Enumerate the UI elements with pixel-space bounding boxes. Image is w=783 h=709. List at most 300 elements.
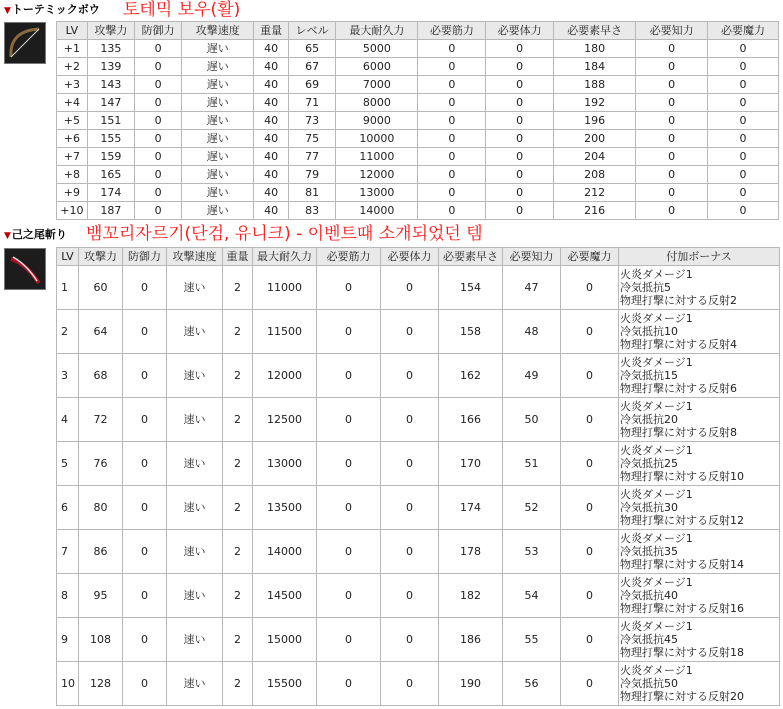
table-header-row (57, 22, 779, 40)
bonus-line: 火炎ダメージ1 (620, 532, 693, 545)
table-cell: 5 (57, 442, 79, 486)
table-cell: 10000 (336, 130, 418, 148)
bonus-line: 火炎ダメージ1 (620, 620, 693, 633)
table-cell: 0 (561, 618, 619, 662)
table-cell: 166 (439, 398, 503, 442)
table-cell: 174 (87, 184, 134, 202)
table-cell: 47 (503, 266, 561, 310)
table-cell: 190 (439, 662, 503, 706)
table-cell: 0 (418, 130, 486, 148)
table-cell: 0 (418, 94, 486, 112)
table-cell: 0 (381, 266, 439, 310)
table-cell: +5 (57, 112, 88, 130)
table-cell: 0 (708, 112, 779, 130)
table-cell: 0 (317, 574, 381, 618)
table-cell: 0 (708, 94, 779, 112)
column-header: 重量 (254, 22, 289, 40)
table-cell: 108 (79, 618, 123, 662)
bonus-line: 物理打撃に対する反射14 (620, 558, 744, 571)
triangle-bullet-icon: ▼ (4, 6, 11, 16)
table-cell: 0 (561, 398, 619, 442)
table-cell: 10 (57, 662, 79, 706)
table-cell: 0 (135, 184, 182, 202)
table-cell: 0 (636, 94, 708, 112)
table-cell: 0 (486, 148, 554, 166)
table-row (57, 574, 780, 618)
table-cell: 162 (439, 354, 503, 398)
table-cell: 0 (317, 398, 381, 442)
table-cell: 2 (57, 310, 79, 354)
table-cell: 75 (289, 130, 336, 148)
table-cell: 0 (708, 184, 779, 202)
table-cell: 0 (123, 398, 167, 442)
column-header: LV (57, 22, 88, 40)
table-cell: 154 (439, 266, 503, 310)
table-cell: 64 (79, 310, 123, 354)
table-cell: 216 (554, 202, 636, 220)
table-cell: 0 (135, 148, 182, 166)
table-cell: 60 (79, 266, 123, 310)
table-cell: 178 (439, 530, 503, 574)
table-cell: 0 (418, 40, 486, 58)
table-cell: 143 (87, 76, 134, 94)
table-cell: 4 (57, 398, 79, 442)
table-cell: 40 (254, 130, 289, 148)
bonus-cell (619, 530, 780, 574)
table-cell: 速い (167, 530, 223, 574)
table-cell: 53 (503, 530, 561, 574)
table-cell: 208 (554, 166, 636, 184)
table-cell: 遅い (182, 148, 254, 166)
table-cell: 0 (418, 148, 486, 166)
bonus-cell (619, 662, 780, 706)
bonus-line: 火炎ダメージ1 (620, 664, 693, 677)
table-cell: 72 (79, 398, 123, 442)
table-row (57, 166, 779, 184)
table-cell: 速い (167, 574, 223, 618)
bonus-cell (619, 486, 780, 530)
table-cell: 0 (123, 442, 167, 486)
table-row (57, 530, 780, 574)
table-cell: 155 (87, 130, 134, 148)
column-header: 攻撃力 (87, 22, 134, 40)
table-cell: 0 (561, 310, 619, 354)
dagger-item-icon (4, 248, 46, 290)
bonus-cell (619, 354, 780, 398)
table-cell: 9000 (336, 112, 418, 130)
bonus-line: 冷気抵抗45 (620, 633, 678, 646)
table-cell: 0 (135, 130, 182, 148)
section1-annotation: 토테믹 보우(활) (123, 0, 241, 20)
table-cell: 2 (223, 442, 253, 486)
table-cell: 遅い (182, 184, 254, 202)
table-cell: 0 (135, 94, 182, 112)
bonus-line: 火炎ダメージ1 (620, 400, 693, 413)
table-cell: 0 (381, 442, 439, 486)
bonus-line: 物理打撃に対する反射4 (620, 338, 737, 351)
table-cell: 15000 (253, 618, 317, 662)
table-cell: 0 (708, 202, 779, 220)
column-header: 攻撃速度 (167, 248, 223, 266)
column-header: 防御力 (123, 248, 167, 266)
table-cell: 0 (317, 486, 381, 530)
table-cell: 128 (79, 662, 123, 706)
table-cell: 51 (503, 442, 561, 486)
table-cell: 40 (254, 184, 289, 202)
table-cell: 速い (167, 486, 223, 530)
table-row (57, 112, 779, 130)
table-cell: 40 (254, 58, 289, 76)
column-header: 必要体力 (486, 22, 554, 40)
bonus-line: 火炎ダメージ1 (620, 312, 693, 325)
table-cell: +8 (57, 166, 88, 184)
table-cell: 0 (123, 530, 167, 574)
bonus-line: 物理打撃に対する反射20 (620, 690, 744, 703)
table-cell: 0 (135, 166, 182, 184)
table-cell: 13000 (336, 184, 418, 202)
table-cell: 2 (223, 354, 253, 398)
table-cell: 135 (87, 40, 134, 58)
table-row (57, 94, 779, 112)
table-cell: 40 (254, 94, 289, 112)
table-cell: 55 (503, 618, 561, 662)
bonus-cell (619, 442, 780, 486)
table-cell: 0 (135, 58, 182, 76)
table-cell: 2 (223, 266, 253, 310)
table-cell: 0 (381, 662, 439, 706)
table-cell: 73 (289, 112, 336, 130)
bonus-line: 物理打撃に対する反射12 (620, 514, 744, 527)
table-cell: 0 (418, 58, 486, 76)
table-cell: 2 (223, 618, 253, 662)
table-cell: 0 (123, 310, 167, 354)
bonus-cell (619, 310, 780, 354)
table-cell: 0 (486, 76, 554, 94)
table-cell: 2 (223, 398, 253, 442)
table-cell: 158 (439, 310, 503, 354)
column-header: 必要素早さ (554, 22, 636, 40)
table-cell: 0 (636, 184, 708, 202)
table-cell: 0 (561, 486, 619, 530)
table-cell: 速い (167, 398, 223, 442)
column-header: 攻撃速度 (182, 22, 254, 40)
table-cell: 0 (708, 40, 779, 58)
bonus-line: 冷気抵抗10 (620, 325, 678, 338)
table-cell: 196 (554, 112, 636, 130)
table-cell: +4 (57, 94, 88, 112)
table-row (57, 354, 780, 398)
table-cell: 40 (254, 112, 289, 130)
bonus-line: 物理打撃に対する反射8 (620, 426, 737, 439)
table-cell: 0 (486, 130, 554, 148)
table-cell: 0 (135, 112, 182, 130)
table-cell: 86 (79, 530, 123, 574)
table-cell: 0 (636, 76, 708, 94)
table-cell: 180 (554, 40, 636, 58)
table-cell: +10 (57, 202, 88, 220)
column-header: 必要魔力 (561, 248, 619, 266)
table-cell: 40 (254, 76, 289, 94)
table-cell: 6 (57, 486, 79, 530)
column-header: 必要筋力 (418, 22, 486, 40)
bonus-line: 物理打撃に対する反射10 (620, 470, 744, 483)
table-cell: 2 (223, 574, 253, 618)
table-cell: 0 (561, 442, 619, 486)
table-cell: 0 (135, 202, 182, 220)
table-cell: 186 (439, 618, 503, 662)
bonus-line: 冷気抵抗50 (620, 677, 678, 690)
table-cell: 139 (87, 58, 134, 76)
table-cell: +3 (57, 76, 88, 94)
table-cell: 14500 (253, 574, 317, 618)
table-cell: 遅い (182, 202, 254, 220)
table-cell: +9 (57, 184, 88, 202)
table-cell: 0 (486, 94, 554, 112)
table-cell: 0 (418, 112, 486, 130)
table-cell: 188 (554, 76, 636, 94)
table-cell: 48 (503, 310, 561, 354)
table-cell: 速い (167, 442, 223, 486)
table-cell: 速い (167, 618, 223, 662)
table-cell: +1 (57, 40, 88, 58)
table-cell: 187 (87, 202, 134, 220)
table-cell: 159 (87, 148, 134, 166)
table-cell: 0 (561, 266, 619, 310)
table-cell: 遅い (182, 130, 254, 148)
table-cell: 0 (381, 574, 439, 618)
table-cell: 0 (317, 530, 381, 574)
table-cell: 0 (381, 398, 439, 442)
table-cell: 40 (254, 40, 289, 58)
table-cell: 40 (254, 148, 289, 166)
section1-title: ▼トーテミックボウ (4, 3, 100, 16)
column-header: 攻撃力 (79, 248, 123, 266)
table-row (57, 130, 779, 148)
table-cell: 0 (135, 40, 182, 58)
table-cell: 0 (561, 530, 619, 574)
table-row (57, 40, 779, 58)
table-cell: 204 (554, 148, 636, 166)
table-cell: 14000 (253, 530, 317, 574)
column-header: 必要体力 (381, 248, 439, 266)
column-header: 必要魔力 (708, 22, 779, 40)
table-row (57, 148, 779, 166)
table-row (57, 76, 779, 94)
table-cell: 151 (87, 112, 134, 130)
table-cell: 0 (561, 662, 619, 706)
bonus-cell (619, 398, 780, 442)
table-cell: 0 (135, 76, 182, 94)
table-cell: 2 (223, 530, 253, 574)
table-cell: 0 (486, 184, 554, 202)
table-cell: 77 (289, 148, 336, 166)
column-header: 必要筋力 (317, 248, 381, 266)
table-cell: 71 (289, 94, 336, 112)
table-row (57, 442, 780, 486)
table-cell: 0 (317, 266, 381, 310)
table-cell: 192 (554, 94, 636, 112)
bonus-line: 物理打撃に対する反射16 (620, 602, 744, 615)
section2-title: ▼己之尾斬り (4, 228, 67, 241)
table-cell: 速い (167, 266, 223, 310)
table-row (57, 266, 780, 310)
table-cell: 0 (418, 184, 486, 202)
bonus-line: 火炎ダメージ1 (620, 576, 693, 589)
column-header: 最大耐久力 (336, 22, 418, 40)
table-cell: 0 (381, 530, 439, 574)
bonus-cell (619, 266, 780, 310)
table-cell: 40 (254, 166, 289, 184)
section2-annotation: 뱀꼬리자르기(단검, 유니크) - 이벤트때 소개되었던 템 (86, 224, 483, 244)
snake-tail-cutter-table (56, 247, 780, 706)
table-cell: 68 (79, 354, 123, 398)
column-header: 必要知力 (503, 248, 561, 266)
table-cell: 遅い (182, 58, 254, 76)
table-cell: 9 (57, 618, 79, 662)
table-cell: 0 (708, 166, 779, 184)
bonus-line: 火炎ダメージ1 (620, 268, 693, 281)
column-header: 必要知力 (636, 22, 708, 40)
bonus-line: 冷気抵抗40 (620, 589, 678, 602)
table-row (57, 202, 779, 220)
table-cell: 0 (317, 442, 381, 486)
table-cell: 0 (486, 202, 554, 220)
table-cell: 0 (636, 148, 708, 166)
table-cell: 165 (87, 166, 134, 184)
table-cell: 6000 (336, 58, 418, 76)
table-cell: 54 (503, 574, 561, 618)
table-cell: 0 (636, 166, 708, 184)
table-cell: 0 (636, 58, 708, 76)
table-cell: 11000 (253, 266, 317, 310)
table-cell: 速い (167, 662, 223, 706)
table-cell: 79 (289, 166, 336, 184)
table-cell: 13000 (253, 442, 317, 486)
table-cell: 15500 (253, 662, 317, 706)
bonus-line: 冷気抵抗5 (620, 281, 671, 294)
table-cell: 0 (418, 76, 486, 94)
column-header: 付加ボーナス (619, 248, 780, 266)
table-cell: 8000 (336, 94, 418, 112)
table-row (57, 398, 780, 442)
table-row (57, 58, 779, 76)
table-cell: 11500 (253, 310, 317, 354)
table-cell: 0 (708, 76, 779, 94)
table-cell: +7 (57, 148, 88, 166)
bonus-cell (619, 574, 780, 618)
bonus-cell (619, 618, 780, 662)
bonus-line: 冷気抵抗15 (620, 369, 678, 382)
table-cell: 200 (554, 130, 636, 148)
table-cell: 0 (123, 354, 167, 398)
table-cell: 212 (554, 184, 636, 202)
table-cell: 12000 (336, 166, 418, 184)
table-cell: 52 (503, 486, 561, 530)
column-header: 防御力 (135, 22, 182, 40)
bonus-line: 火炎ダメージ1 (620, 488, 693, 501)
table-cell: 0 (381, 354, 439, 398)
table-cell: 0 (123, 486, 167, 530)
table-row (57, 184, 779, 202)
table-cell: 14000 (336, 202, 418, 220)
table-cell: 0 (418, 202, 486, 220)
table-cell: 遅い (182, 40, 254, 58)
table-cell: 56 (503, 662, 561, 706)
bonus-line: 物理打撃に対する反射18 (620, 646, 744, 659)
table-cell: 13500 (253, 486, 317, 530)
table-cell: 0 (317, 310, 381, 354)
column-header: 必要素早さ (439, 248, 503, 266)
table-cell: 0 (636, 202, 708, 220)
table-cell: 遅い (182, 112, 254, 130)
table-cell: 0 (381, 310, 439, 354)
table-cell: 0 (486, 166, 554, 184)
table-cell: 65 (289, 40, 336, 58)
table-cell: 7000 (336, 76, 418, 94)
table-cell: 2 (223, 310, 253, 354)
table-cell: 0 (561, 574, 619, 618)
table-cell: 0 (317, 618, 381, 662)
column-header: 重量 (223, 248, 253, 266)
table-cell: 0 (561, 354, 619, 398)
table-cell: 7 (57, 530, 79, 574)
table-cell: 170 (439, 442, 503, 486)
table-row (57, 310, 780, 354)
table-row (57, 486, 780, 530)
bonus-line: 物理打撃に対する反射2 (620, 294, 737, 307)
table-cell: 8 (57, 574, 79, 618)
table-cell: 遅い (182, 76, 254, 94)
table-cell: 49 (503, 354, 561, 398)
table-cell: 182 (439, 574, 503, 618)
table-cell: 95 (79, 574, 123, 618)
table-cell: 69 (289, 76, 336, 94)
table-cell: 0 (708, 148, 779, 166)
table-cell: 遅い (182, 166, 254, 184)
table-cell: 80 (79, 486, 123, 530)
table-cell: 0 (636, 130, 708, 148)
table-cell: 0 (636, 40, 708, 58)
table-row (57, 662, 780, 706)
table-cell: 2 (223, 486, 253, 530)
table-cell: 3 (57, 354, 79, 398)
bonus-line: 冷気抵抗20 (620, 413, 678, 426)
bonus-line: 冷気抵抗30 (620, 501, 678, 514)
bonus-line: 冷気抵抗25 (620, 457, 678, 470)
bonus-line: 火炎ダメージ1 (620, 444, 693, 457)
table-cell: 0 (418, 166, 486, 184)
table-cell: 174 (439, 486, 503, 530)
column-header: 最大耐久力 (253, 248, 317, 266)
table-cell: 1 (57, 266, 79, 310)
table-cell: 速い (167, 354, 223, 398)
triangle-bullet-icon: ▼ (4, 231, 11, 241)
table-cell: 0 (123, 574, 167, 618)
table-cell: +6 (57, 130, 88, 148)
table-cell: 5000 (336, 40, 418, 58)
table-cell: 147 (87, 94, 134, 112)
table-cell: 0 (123, 618, 167, 662)
bonus-line: 火炎ダメージ1 (620, 356, 693, 369)
table-cell: 0 (381, 618, 439, 662)
table-cell: 83 (289, 202, 336, 220)
table-cell: 12500 (253, 398, 317, 442)
table-cell: 40 (254, 202, 289, 220)
table-cell: 76 (79, 442, 123, 486)
table-row (57, 618, 780, 662)
table-cell: 81 (289, 184, 336, 202)
bonus-line: 冷気抵抗35 (620, 545, 678, 558)
